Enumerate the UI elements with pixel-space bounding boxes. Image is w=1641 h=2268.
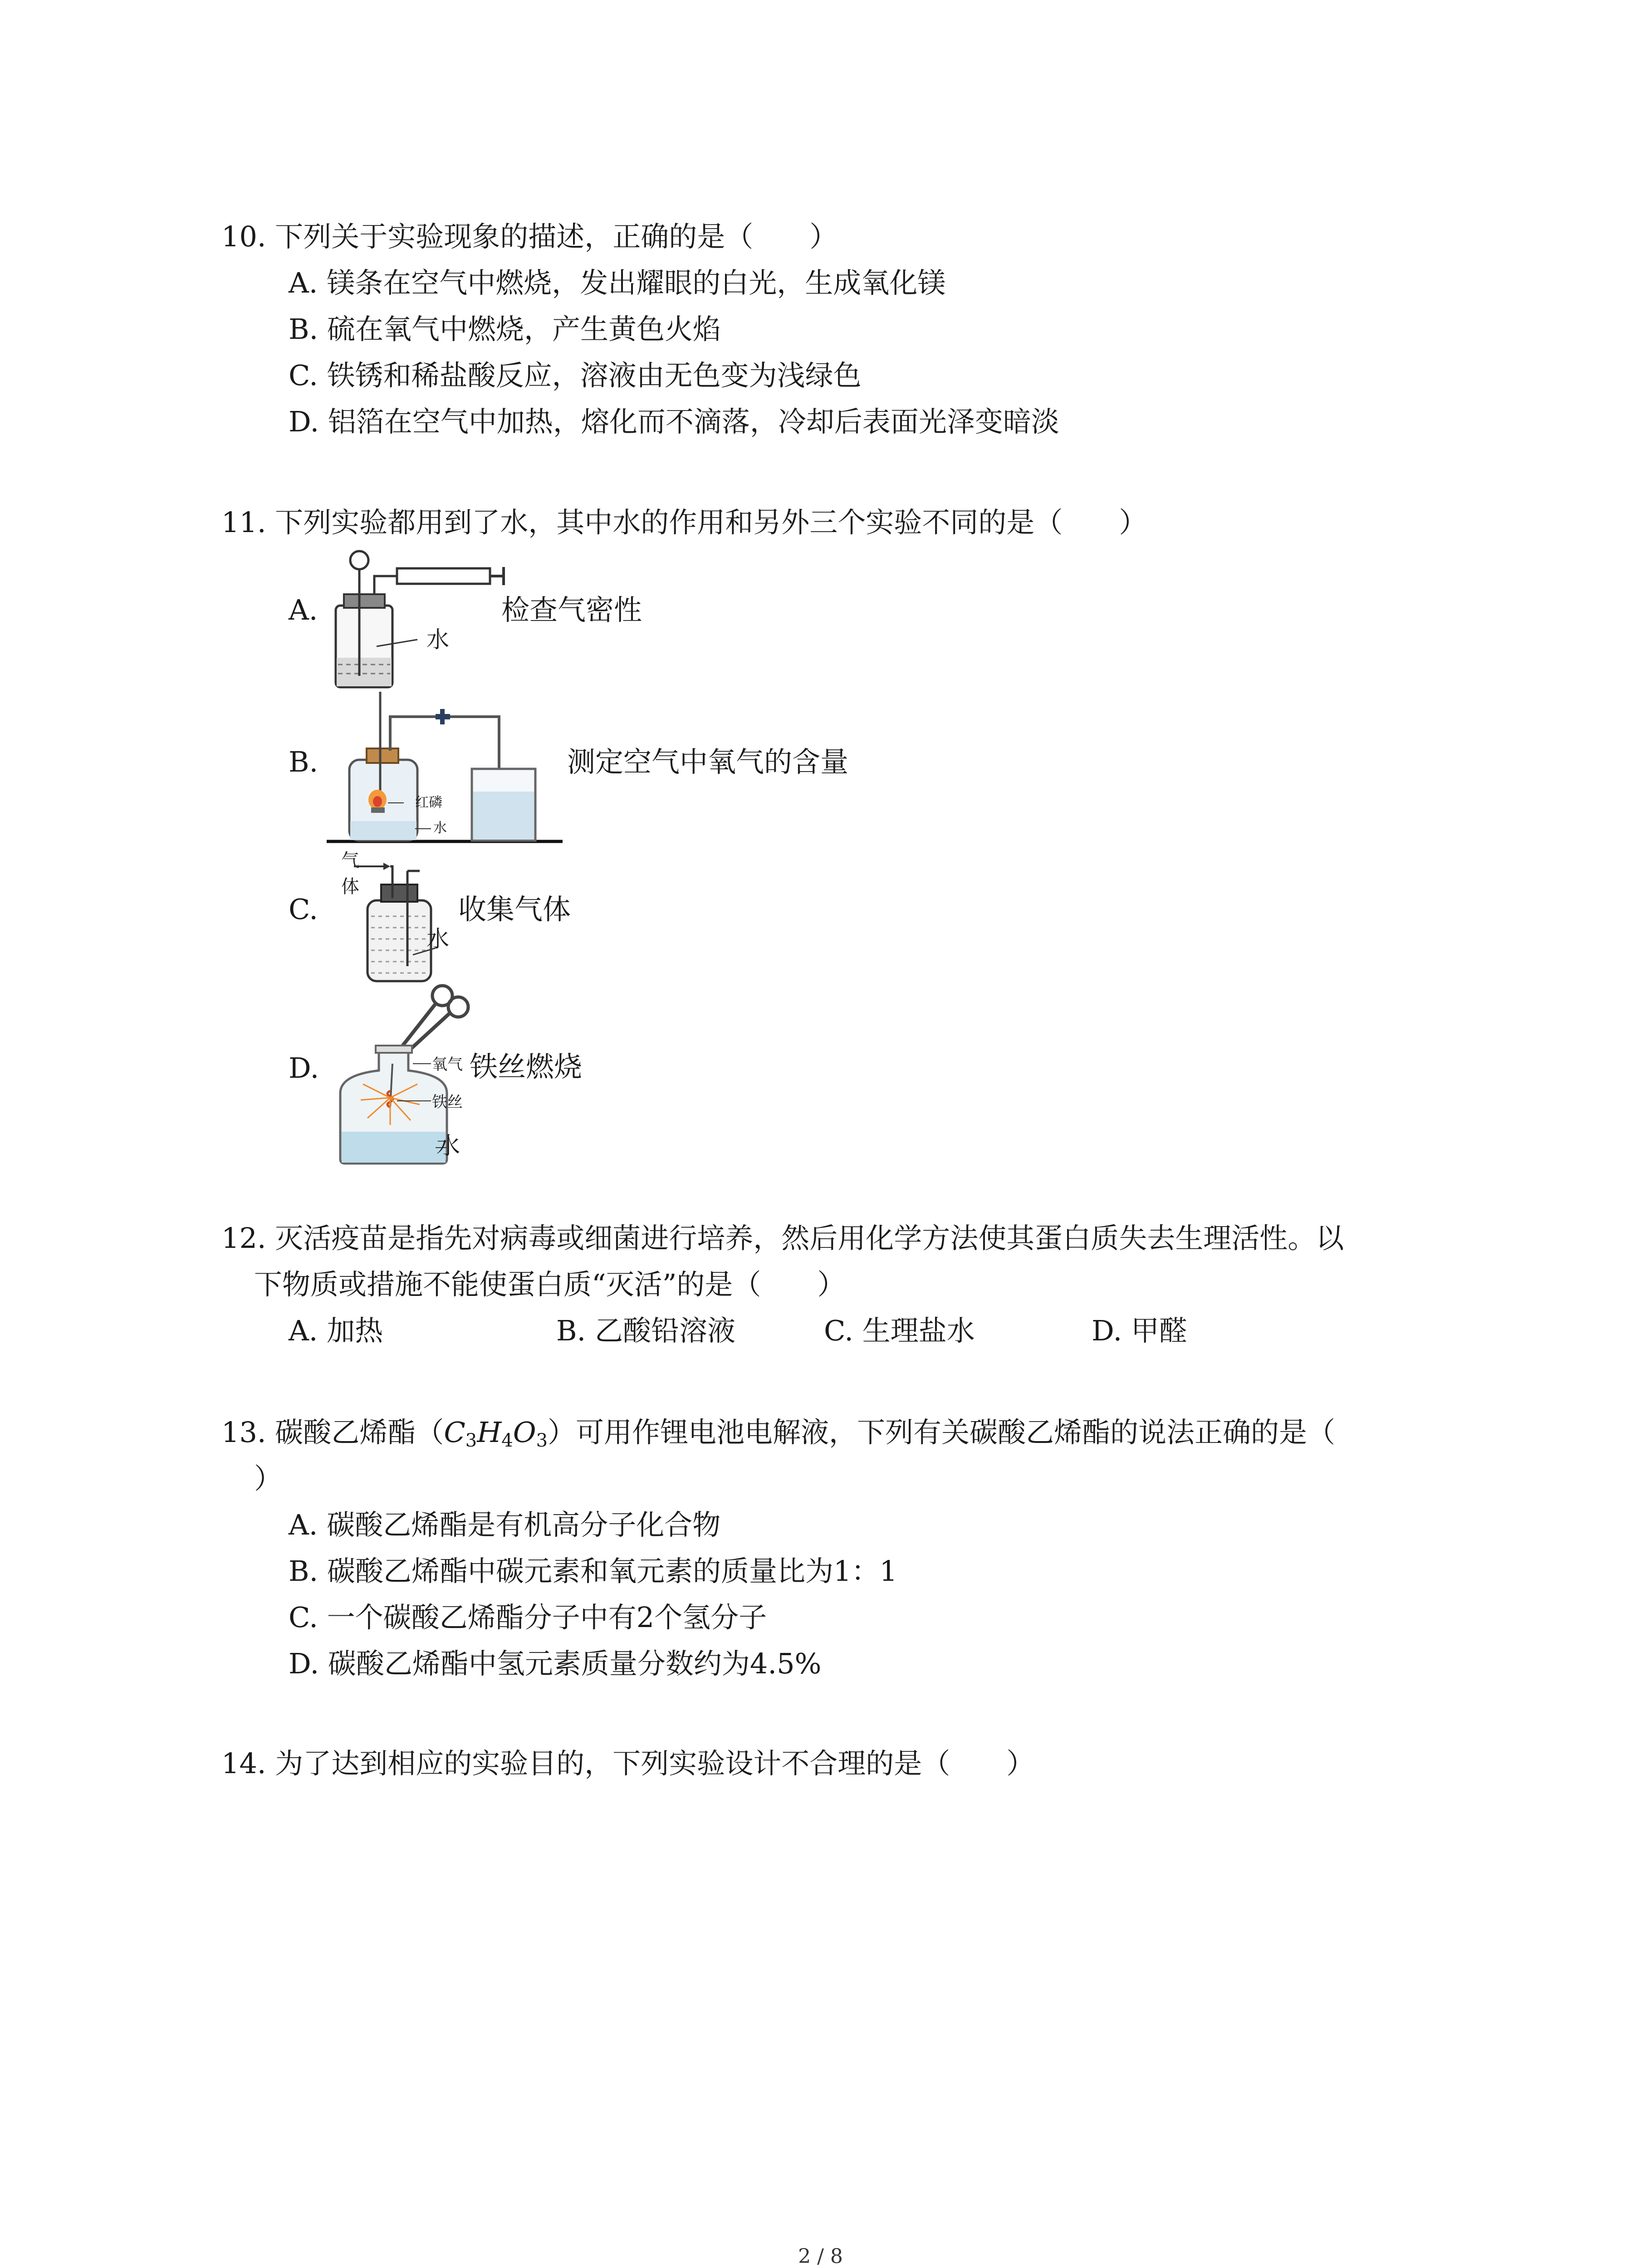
q10-option-c: C. 铁锈和稀盐酸反应，溶液由无色变为浅绿色 [289,359,862,392]
q11-d-iron-wire-label: 铁丝 [432,1093,463,1111]
q11-option-b-letter: B. [289,745,318,778]
q13-stem [221,1414,1335,1459]
q10-option-a: A. 镁条在空气中燃烧，发出耀眼的白光，生成氧化镁 [289,266,946,299]
q11-option-a-letter: A. [289,593,318,626]
q12-stem-line1: 12. 灭活疫苗是指先对病毒或细菌进行培养，然后用化学方法使其蛋白质失去生理活性。以 [221,1222,1344,1255]
q11-option-c-caption: 收集气体 [458,893,571,926]
gas-collection-bottle-figure [327,853,463,984]
airtightness-apparatus-figure [318,547,508,696]
q12-option-c: C. 生理盐水 [824,1314,975,1347]
q11-c-gas-label-2: 体 [341,876,359,897]
q12-option-a: A. 加热 [289,1314,383,1347]
q11-d-oxygen-label: 氧气 [432,1056,463,1074]
q11-option-d-caption: 铁丝燃烧 [470,1050,583,1083]
q13-option-c: C. 一个碳酸乙烯酯分子中有2个氢分子 [289,1601,767,1634]
q10-option-b: B. 硫在氧气中燃烧，产生黄色火焰 [289,313,721,346]
q13-option-b: B. 碳酸乙烯酯中碳元素和氧元素的质量比为1：1 [289,1554,897,1588]
q13-stem-post: ）可用作锂电池电解液，下列有关碳酸乙烯酯的说法正确的是（ [548,1416,1336,1449]
q14-stem: 14. 为了达到相应的实验目的，下列实验设计不合理的是（ ） [221,1747,1035,1780]
formula-oxygen-subscript: 3 [536,1430,548,1451]
q10-stem: 10. 下列关于实验现象的描述，正确的是（ ） [221,220,838,253]
q11-c-water-label: 水 [426,926,449,952]
q10-option-d: D. 铝箔在空气中加热，熔化而不滴落，冷却后表面光泽变暗淡 [289,405,1059,438]
q11-c-gas-label-1: 气 [341,850,359,871]
q12-option-b: B. 乙酸铅溶液 [556,1314,735,1347]
q11-b-water-label: 水 [433,820,447,836]
q11-b-red-phosphorus-label: 红磷 [415,795,442,811]
q11-d-water-label: 水 [436,1133,460,1160]
q11-option-b-caption: 测定空气中氧气的含量 [567,745,849,778]
formula-carbon-subscript: 3 [465,1430,477,1451]
formula-hydrogen-subscript: 4 [501,1430,513,1451]
q11-stem: 11. 下列实验都用到了水，其中水的作用和另外三个实验不同的是（ ） [221,506,1147,539]
formula-hydrogen: H [477,1416,502,1449]
q11-option-d-letter: D. [289,1051,319,1085]
q11-option-a-caption: 检查气密性 [501,593,642,626]
page-number: 2 / 8 [798,2245,843,2268]
q11-a-water-label: 水 [426,626,449,653]
iron-wire-combustion-figure [322,982,485,1168]
q13-stem-pre: 13. 碳酸乙烯酯（ [221,1416,444,1449]
q13-option-d: D. 碳酸乙烯酯中氢元素质量分数约为4.5% [289,1647,822,1680]
q11-option-c-letter: C. [289,893,318,926]
q13-stem-line2: ） [254,1462,283,1495]
q12-stem-line2: 下物质或措施不能使蛋白质“灭活”的是（ ） [254,1268,846,1301]
q13-option-a: A. 碳酸乙烯酯是有机高分子化合物 [289,1508,721,1541]
formula-carbon: C [444,1416,465,1449]
formula-oxygen: O [513,1416,536,1449]
q12-option-d: D. 甲醛 [1092,1314,1187,1347]
